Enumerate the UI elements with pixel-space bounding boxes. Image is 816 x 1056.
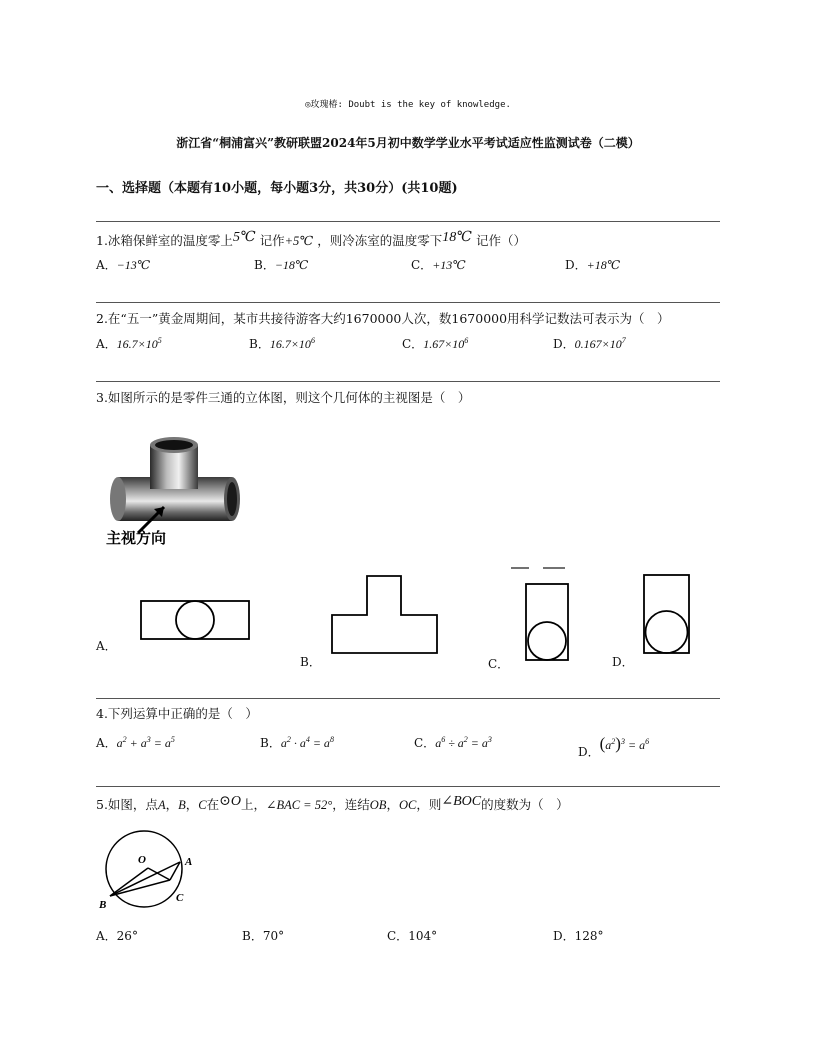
view-direction-caption: 主视方向 (106, 529, 167, 547)
question-divider (96, 381, 720, 382)
svg-text:C: C (176, 892, 184, 904)
option-b-view-figure (331, 575, 439, 655)
exam-title: 浙江省“桐浦富兴”教研联盟2024年5月初中数学学业水平考试适应性监测试卷（二模） (176, 136, 640, 150)
option-d-view-figure (642, 574, 692, 660)
header-motto: ◎玫瑰椿: Doubt is the key of knowledge. (305, 100, 511, 110)
question-1-stem: 1.冰箱保鲜室的温度零上5℃ 记作+5℃ ，则冷冻室的温度零下18℃ 记作（） (96, 230, 526, 248)
question-divider (96, 698, 720, 699)
question-3-option-d[interactable]: D． (612, 655, 634, 669)
question-1-option-c[interactable]: C．+13℃ (411, 258, 466, 272)
question-3-option-b[interactable]: B． (300, 655, 321, 669)
svg-text:A: A (185, 856, 193, 868)
svg-text:O: O (138, 854, 146, 866)
question-5-stem: 5.如图，点A，B，C在⊙O上，∠BAC = 52°，连结OB，OC，则∠BOC的度数为（ ） (96, 794, 569, 812)
question-1-option-d[interactable]: D．+18℃ (565, 258, 621, 272)
question-4-stem: 4.下列运算中正确的是（ ） (96, 706, 258, 721)
question-2-stem: 2.在“五一”黄金周期间，某市共接待游客大约1670000人次，数1670000用科学记数法可表示为（ ） (96, 311, 670, 326)
question-5-option-b[interactable]: B．70° (242, 929, 285, 943)
question-divider (96, 221, 720, 222)
question-1-option-b[interactable]: B．−18℃ (254, 258, 309, 272)
question-3-option-c[interactable]: C． (488, 657, 510, 671)
question-3-option-a[interactable]: A． (96, 639, 117, 653)
question-5-option-a[interactable]: A．26° (96, 929, 138, 943)
question-5-option-d[interactable]: D．128° (553, 929, 604, 943)
question-1-option-a[interactable]: A．−13℃ (96, 258, 151, 272)
question-4-option-b[interactable]: B．$a^2 \cdot a^4 = a^8$ (260, 735, 334, 750)
tee-pipe-photo (104, 435, 244, 550)
question-divider (96, 302, 720, 303)
option-c-view-figure (507, 562, 573, 662)
svg-text:B: B (99, 899, 107, 911)
question-2-option-a[interactable]: A．$16.7\times 10^5$ (96, 336, 162, 351)
question-3-stem: 3.如图所示的是零件三通的立体图，则这个几何体的主视图是（ ） (96, 390, 471, 405)
question-4-option-d[interactable]: D．$(a^2)^3 = a^6$ (578, 734, 650, 759)
section-title: 一、选择题（本题有10小题，每小题3分，共30分）(共10题) (96, 181, 458, 196)
question-4-option-a[interactable]: A．$a^2 + a^3 = a^5$ (96, 735, 175, 750)
question-2-option-b[interactable]: B．$16.7\times 10^6$ (249, 336, 315, 351)
question-divider (96, 786, 720, 787)
question-4-option-c[interactable]: C．$a^6 \div a^2 = a^3$ (414, 735, 492, 750)
question-5-option-c[interactable]: C．104° (387, 929, 438, 943)
question-2-option-d[interactable]: D．$0.167\times 10^7$ (553, 336, 626, 351)
circle-geometry-figure (96, 828, 206, 910)
question-2-option-c[interactable]: C．$1.67\times 10^6$ (402, 336, 469, 351)
option-a-view-figure (140, 600, 252, 642)
